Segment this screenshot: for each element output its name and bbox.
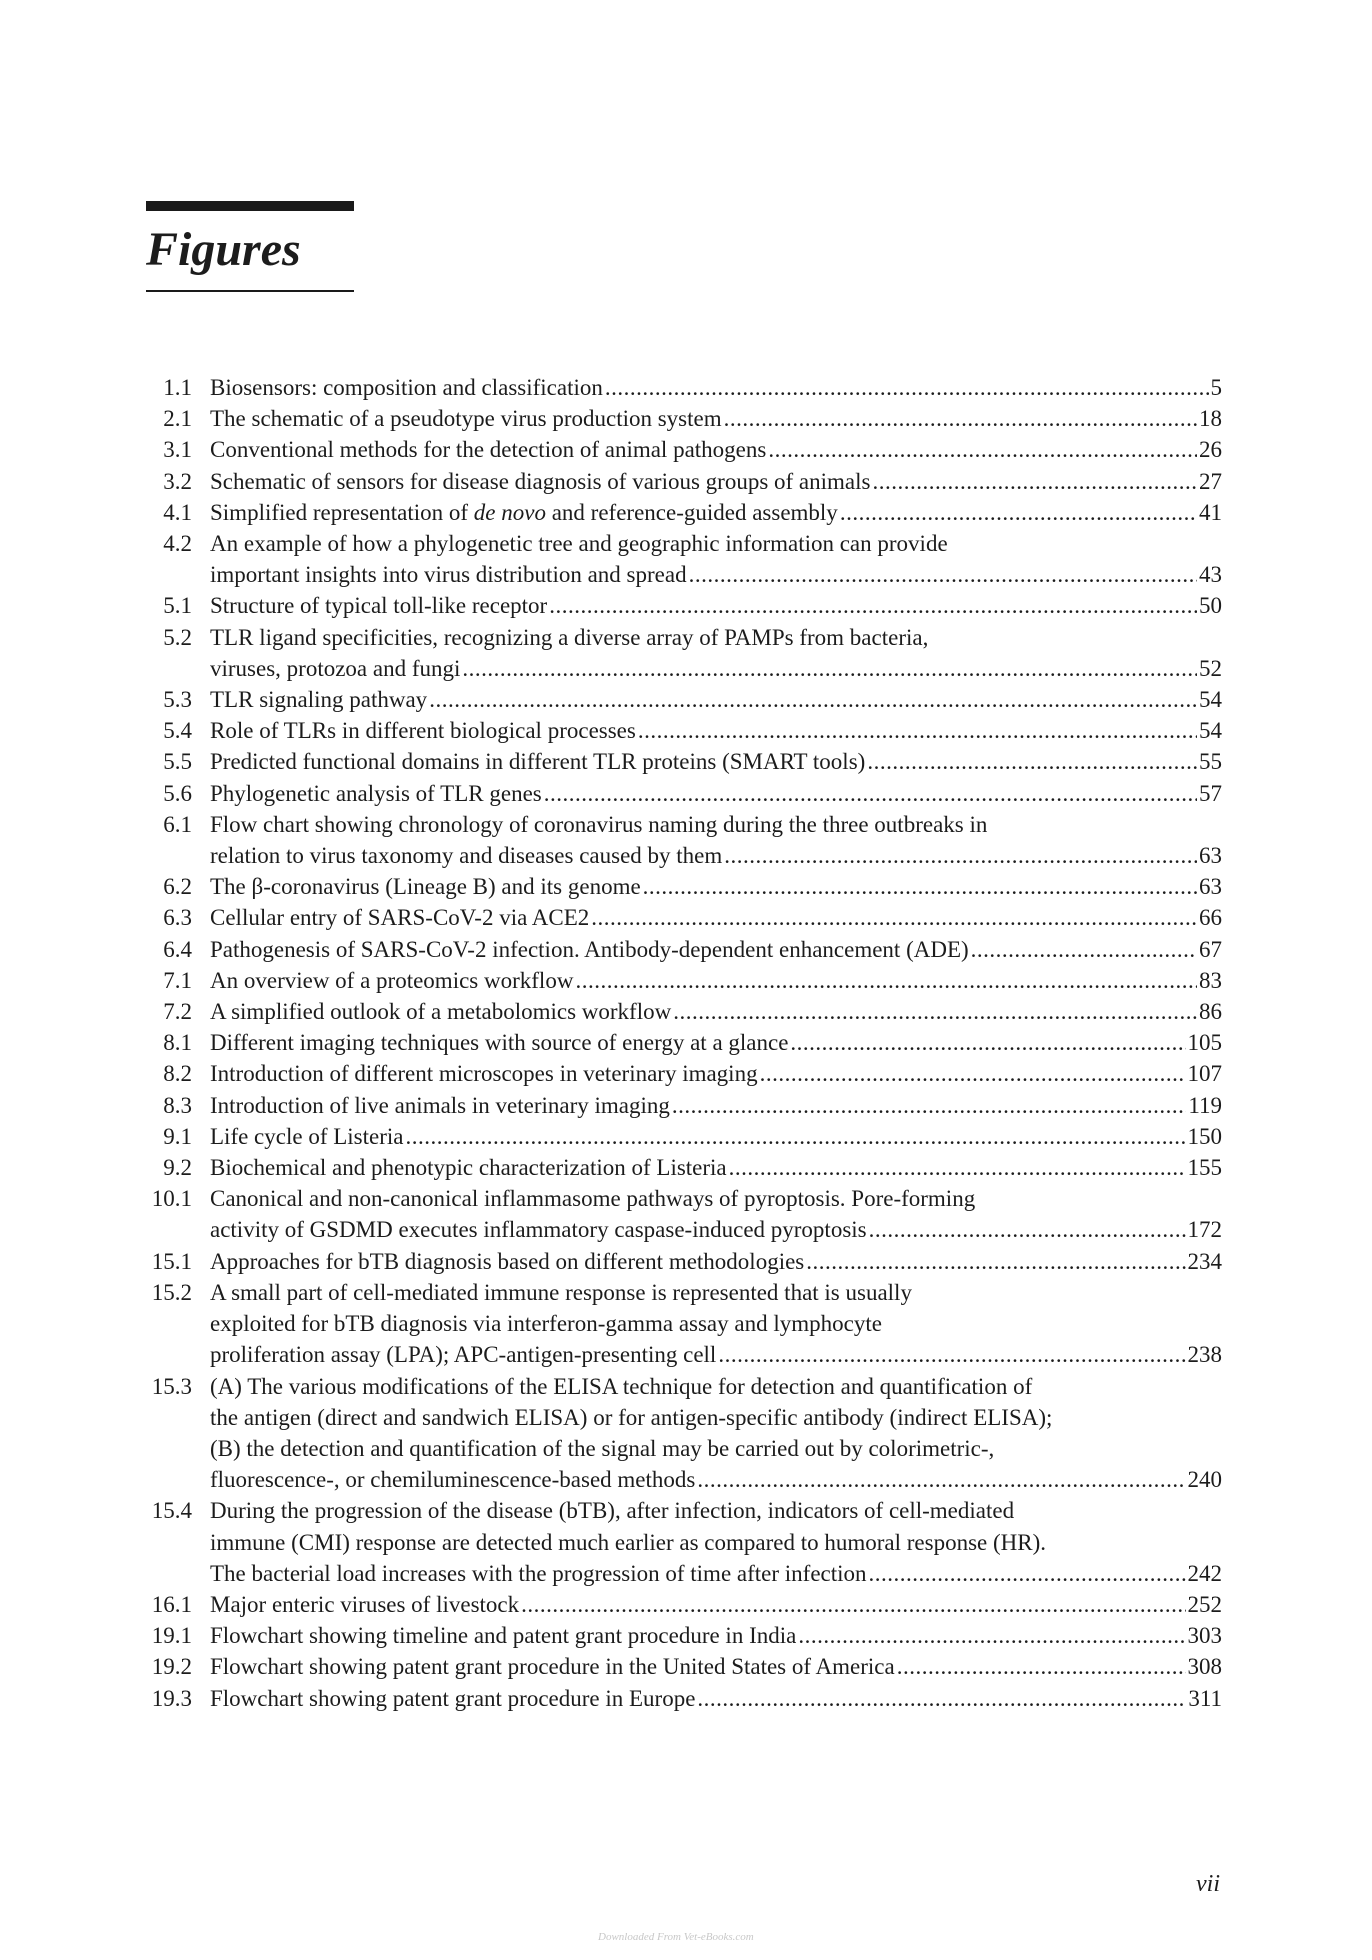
page-reference: 83 xyxy=(1199,967,1222,993)
page-reference: 54 xyxy=(1199,718,1222,744)
dot-leader xyxy=(521,1589,1185,1620)
dot-leader xyxy=(724,403,1197,434)
caption-line: exploited for bTB diagnosis via interferon-gamma assay and lymphocyte xyxy=(210,1311,882,1337)
dot-leader xyxy=(872,466,1197,497)
dot-leader xyxy=(429,684,1197,715)
dot-leader xyxy=(798,1620,1185,1651)
caption-line: TLR ligand specificities, recognizing a diverse array of PAMPs from bacteria, xyxy=(210,624,929,650)
caption-line: immune (CMI) response are detected much earlier as compared to humoral response (HR). xyxy=(210,1529,1047,1555)
caption-line: the antigen (direct and sandwich ELISA) or for antigen-specific antibody (indirect ELISA); xyxy=(210,1404,1053,1430)
figure-entry xyxy=(146,965,1222,996)
figure-entry xyxy=(146,934,1222,965)
caption-text: Introduction of different microscopes in veterinary imaging xyxy=(210,1061,758,1087)
figure-number: 8.1 xyxy=(163,1030,192,1056)
dot-leader xyxy=(643,871,1197,902)
page-reference: 63 xyxy=(1199,843,1222,869)
caption-final-line xyxy=(210,1214,1222,1245)
dot-leader xyxy=(672,1090,1186,1121)
figure-entry xyxy=(146,403,1222,434)
dot-leader xyxy=(697,1464,1185,1495)
caption-line: A small part of cell-mediated immune response is represented that is usually xyxy=(210,1279,912,1305)
figure-number: 4.2 xyxy=(163,531,192,557)
figure-caption xyxy=(210,1620,1222,1651)
page-reference: 66 xyxy=(1199,905,1222,931)
dot-leader xyxy=(689,559,1197,590)
figure-entry xyxy=(146,1651,1222,1682)
page-reference: 238 xyxy=(1187,1342,1222,1368)
dot-leader xyxy=(729,1152,1186,1183)
page-reference: 50 xyxy=(1199,593,1222,619)
figure-number: 2.1 xyxy=(163,406,192,432)
figure-caption xyxy=(210,1058,1222,1089)
figure-caption xyxy=(210,1277,1222,1371)
dot-leader xyxy=(867,746,1197,777)
page-reference: 240 xyxy=(1187,1467,1222,1493)
figure-number: 15.3 xyxy=(151,1373,192,1399)
dot-leader xyxy=(840,497,1197,528)
dot-leader xyxy=(575,965,1197,996)
caption-text: A simplified outlook of a metabolomics workflow xyxy=(210,999,672,1025)
dot-leader xyxy=(971,934,1197,965)
caption-final-line xyxy=(210,403,1222,434)
page-reference: 55 xyxy=(1199,749,1222,775)
caption-line: (B) the detection and quantification of the signal may be carried out by colorimetric-, xyxy=(210,1435,995,1461)
figure-number: 9.2 xyxy=(163,1155,192,1181)
caption-text: Role of TLRs in different biological processes xyxy=(210,718,636,744)
figure-number: 5.5 xyxy=(163,749,192,775)
caption-text: TLR signaling pathway xyxy=(210,687,428,713)
figure-number: 7.1 xyxy=(163,967,192,993)
figure-caption xyxy=(210,1027,1222,1058)
caption-final-line xyxy=(210,1246,1222,1277)
caption-text: Flowchart showing patent grant procedure in the United States of America xyxy=(210,1654,895,1680)
figure-number: 6.4 xyxy=(163,936,192,962)
figure-entry xyxy=(146,1683,1222,1714)
caption-line: Canonical and non-canonical inflammasome pathways of pyroptosis. Pore-forming xyxy=(210,1186,976,1212)
figure-entry xyxy=(146,1058,1222,1089)
page-reference: 107 xyxy=(1187,1061,1222,1087)
dot-leader xyxy=(549,590,1197,621)
page-reference: 252 xyxy=(1187,1591,1222,1617)
page-reference: 303 xyxy=(1187,1623,1222,1649)
caption-final-line xyxy=(210,965,1222,996)
caption-text: Conventional methods for the detection of animal pathogens xyxy=(210,437,767,463)
page-reference: 67 xyxy=(1199,936,1222,962)
figure-caption xyxy=(210,590,1222,621)
dot-leader xyxy=(591,902,1197,933)
dot-leader xyxy=(869,1558,1186,1589)
figure-number: 3.2 xyxy=(163,468,192,494)
page-reference: 150 xyxy=(1187,1123,1222,1149)
caption-text: activity of GSDMD executes inflammatory caspase-induced pyroptosis xyxy=(210,1217,867,1243)
page-reference: 26 xyxy=(1199,437,1222,463)
caption-final-line xyxy=(210,1027,1222,1058)
figure-caption xyxy=(210,684,1222,715)
page-reference: 41 xyxy=(1199,499,1222,525)
caption-text: relation to virus taxonomy and diseases caused by them xyxy=(210,843,723,869)
figure-number: 1.1 xyxy=(163,375,192,400)
figure-number: 16.1 xyxy=(151,1591,192,1617)
figure-number: 5.2 xyxy=(163,624,192,650)
figure-number: 4.1 xyxy=(163,499,192,525)
page-reference: 311 xyxy=(1188,1685,1222,1711)
figure-caption xyxy=(210,403,1222,434)
caption-final-line xyxy=(210,1558,1222,1589)
caption-text: Structure of typical toll-like receptor xyxy=(210,593,548,619)
caption-text: Predicted functional domains in different TLR proteins (SMART tools) xyxy=(210,749,866,775)
caption-text: Flowchart showing timeline and patent grant procedure in India xyxy=(210,1623,797,1649)
page-reference: 308 xyxy=(1187,1654,1222,1680)
caption-text: proliferation assay (LPA); APC-antigen-presenting cell xyxy=(210,1342,717,1368)
caption-text: Pathogenesis of SARS-CoV-2 infection. Antibody-dependent enhancement (ADE) xyxy=(210,936,969,962)
figure-entry xyxy=(146,590,1222,621)
page-number: vii xyxy=(1196,1871,1220,1897)
dot-leader xyxy=(673,996,1197,1027)
figure-entry xyxy=(146,1183,1222,1245)
figure-entry xyxy=(146,902,1222,933)
page-reference: 18 xyxy=(1199,406,1222,432)
figure-entry xyxy=(146,1090,1222,1121)
figure-caption xyxy=(210,778,1222,809)
caption-final-line xyxy=(210,715,1222,746)
figure-entry xyxy=(146,1246,1222,1277)
figure-caption xyxy=(210,715,1222,746)
caption-final-line xyxy=(210,1058,1222,1089)
figure-entry xyxy=(146,1152,1222,1183)
page-reference: 234 xyxy=(1187,1248,1222,1274)
figure-number: 19.1 xyxy=(151,1623,192,1649)
figure-caption xyxy=(210,622,1222,684)
page-reference: 86 xyxy=(1199,999,1222,1025)
caption-line: During the progression of the disease (bTB), after infection, indicators of cell-mediated xyxy=(210,1498,1015,1524)
caption-final-line xyxy=(210,434,1222,465)
figure-number: 7.2 xyxy=(163,999,192,1025)
caption-text: Flowchart showing patent grant procedure in Europe xyxy=(210,1685,696,1711)
figure-number: 15.1 xyxy=(151,1248,192,1274)
caption-line: Flow chart showing chronology of coronavirus naming during the three outbreaks in xyxy=(210,811,988,837)
caption-text: Different imaging techniques with source of energy at a glance xyxy=(210,1030,789,1056)
figure-entry xyxy=(146,1589,1222,1620)
figure-number: 6.2 xyxy=(163,874,192,900)
figure-number: 10.1 xyxy=(151,1186,192,1212)
caption-text: Cellular entry of SARS-CoV-2 via ACE2 xyxy=(210,905,590,931)
page-reference: 43 xyxy=(1199,562,1222,588)
page-reference: 172 xyxy=(1187,1217,1222,1243)
figure-number: 15.4 xyxy=(151,1498,192,1524)
heading-underline xyxy=(146,290,354,292)
page-reference: 57 xyxy=(1199,780,1222,806)
caption-final-line xyxy=(210,871,1222,902)
figure-caption xyxy=(210,434,1222,465)
figure-number: 8.2 xyxy=(163,1061,192,1087)
caption-text: Introduction of live animals in veterinary imaging xyxy=(210,1092,670,1118)
figure-number: 8.3 xyxy=(163,1092,192,1118)
page-reference: 105 xyxy=(1187,1030,1222,1056)
caption-text: Life cycle of Listeria xyxy=(210,1123,404,1149)
dot-leader xyxy=(724,840,1197,871)
page-reference: 5 xyxy=(1210,375,1222,400)
caption-final-line xyxy=(210,778,1222,809)
dot-leader xyxy=(768,434,1197,465)
figure-caption xyxy=(210,1183,1222,1245)
dot-leader xyxy=(869,1214,1186,1245)
figure-entry xyxy=(146,1121,1222,1152)
figure-caption xyxy=(210,809,1222,871)
figure-number: 5.4 xyxy=(163,718,192,744)
figure-entry xyxy=(146,1495,1222,1589)
figure-entry xyxy=(146,622,1222,684)
caption-text: Biosensors: composition and classification xyxy=(210,375,603,400)
figure-entry xyxy=(146,1620,1222,1651)
dot-leader xyxy=(760,1058,1186,1089)
italic-term: de novo xyxy=(473,499,546,525)
figure-number: 19.3 xyxy=(151,1685,192,1711)
dot-leader xyxy=(790,1027,1185,1058)
caption-final-line xyxy=(210,1589,1222,1620)
caption-text: An overview of a proteomics workflow xyxy=(210,967,574,993)
figure-number: 6.1 xyxy=(163,811,192,837)
caption-final-line xyxy=(210,590,1222,621)
caption-final-line xyxy=(210,497,1222,528)
dot-leader xyxy=(806,1246,1185,1277)
caption-final-line xyxy=(210,1464,1222,1495)
page-reference: 63 xyxy=(1199,874,1222,900)
caption-final-line xyxy=(210,653,1222,684)
caption-text: Approaches for bTB diagnosis based on different methodologies xyxy=(210,1248,805,1274)
figure-caption xyxy=(210,1152,1222,1183)
figure-caption xyxy=(210,996,1222,1027)
dot-leader xyxy=(697,1683,1186,1714)
figure-caption xyxy=(210,902,1222,933)
figure-entry xyxy=(146,1277,1222,1371)
figure-number: 9.1 xyxy=(163,1123,192,1149)
page-reference: 52 xyxy=(1199,655,1222,681)
figure-caption xyxy=(210,1371,1222,1496)
figure-caption xyxy=(210,965,1222,996)
heading-top-bar xyxy=(146,201,354,211)
dot-leader xyxy=(405,1121,1185,1152)
figure-caption xyxy=(210,1495,1222,1589)
caption-text: Schematic of sensors for disease diagnosis of various groups of animals xyxy=(210,468,871,494)
caption-text: viruses, protozoa and fungi xyxy=(210,655,461,681)
figure-number: 5.3 xyxy=(163,687,192,713)
page-title: Figures xyxy=(146,223,301,276)
caption-line: (A) The various modifications of the ELISA technique for detection and quantification of xyxy=(210,1373,1033,1399)
figure-caption xyxy=(210,871,1222,902)
figure-entry xyxy=(146,871,1222,902)
figure-entry xyxy=(146,746,1222,777)
figure-caption xyxy=(210,1683,1222,1714)
caption-text: The bacterial load increases with the progression of time after infection xyxy=(210,1560,867,1586)
page-reference: 242 xyxy=(1187,1560,1222,1586)
caption-final-line xyxy=(210,1651,1222,1682)
caption-text: Biochemical and phenotypic characterization of Listeria xyxy=(210,1155,727,1181)
figure-entry xyxy=(146,497,1222,528)
figure-number: 5.6 xyxy=(163,780,192,806)
page-reference: 54 xyxy=(1199,687,1222,713)
figure-entry xyxy=(146,1027,1222,1058)
figure-caption xyxy=(210,1121,1222,1152)
figure-caption xyxy=(210,1246,1222,1277)
caption-final-line xyxy=(210,372,1222,403)
dot-leader xyxy=(897,1651,1186,1682)
caption-final-line xyxy=(210,1620,1222,1651)
caption-text: Major enteric viruses of livestock xyxy=(210,1591,520,1617)
caption-final-line xyxy=(210,559,1222,590)
figure-number: 15.2 xyxy=(151,1279,192,1305)
caption-line: An example of how a phylogenetic tree and geographic information can provide xyxy=(210,531,948,557)
figure-caption xyxy=(210,466,1222,497)
figure-entry xyxy=(146,809,1222,871)
caption-final-line xyxy=(210,996,1222,1027)
figure-entry xyxy=(146,778,1222,809)
dot-leader xyxy=(462,653,1197,684)
caption-final-line xyxy=(210,1121,1222,1152)
figure-number: 6.3 xyxy=(163,905,192,931)
watermark: Downloaded From Vet-eBooks.com xyxy=(598,1931,754,1943)
figure-caption xyxy=(210,934,1222,965)
caption-final-line xyxy=(210,840,1222,871)
page-reference: 119 xyxy=(1188,1092,1222,1118)
caption-final-line xyxy=(210,684,1222,715)
caption-final-line xyxy=(210,1683,1222,1714)
figure-caption xyxy=(210,497,1222,528)
caption-final-line xyxy=(210,1339,1222,1370)
figure-entry xyxy=(146,434,1222,465)
figures-list xyxy=(146,372,1222,1714)
caption-text: fluorescence-, or chemiluminescence-based methods xyxy=(210,1467,696,1493)
figure-number: 3.1 xyxy=(163,437,192,463)
figure-entry xyxy=(146,466,1222,497)
figure-entry xyxy=(146,372,1222,403)
figure-entry xyxy=(146,996,1222,1027)
dot-leader xyxy=(638,715,1197,746)
caption-final-line xyxy=(210,1152,1222,1183)
figure-caption xyxy=(210,1651,1222,1682)
caption-text: important insights into virus distribution and spread xyxy=(210,562,687,588)
caption-final-line xyxy=(210,902,1222,933)
figure-entry xyxy=(146,1371,1222,1496)
dot-leader xyxy=(605,372,1209,403)
caption-final-line xyxy=(210,934,1222,965)
figure-entry xyxy=(146,684,1222,715)
caption-text: Phylogenetic analysis of TLR genes xyxy=(210,780,542,806)
caption-text: The β-coronavirus (Lineage B) and its genome xyxy=(210,874,641,900)
figure-caption xyxy=(210,528,1222,590)
caption-text: Simplified representation of de novo and reference-guided assembly xyxy=(210,499,838,525)
caption-final-line xyxy=(210,466,1222,497)
caption-text: The schematic of a pseudotype virus production system xyxy=(210,406,722,432)
figure-number: 19.2 xyxy=(151,1654,192,1680)
dot-leader xyxy=(544,778,1197,809)
page-reference: 27 xyxy=(1199,468,1222,494)
caption-final-line xyxy=(210,1090,1222,1121)
caption-final-line xyxy=(210,746,1222,777)
page-reference: 155 xyxy=(1187,1155,1222,1181)
figure-number: 5.1 xyxy=(163,593,192,619)
figure-caption xyxy=(210,372,1222,403)
figure-caption xyxy=(210,1589,1222,1620)
figure-caption xyxy=(210,1090,1222,1121)
figure-entry xyxy=(146,528,1222,590)
figure-caption xyxy=(210,746,1222,777)
dot-leader xyxy=(718,1339,1185,1370)
figure-entry xyxy=(146,715,1222,746)
